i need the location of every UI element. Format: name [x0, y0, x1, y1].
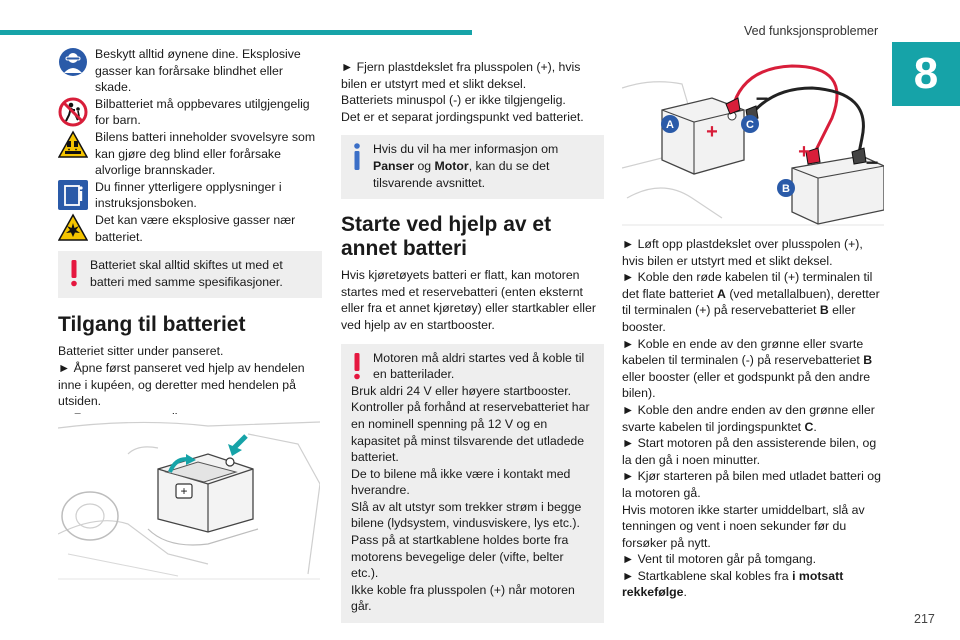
- heading-jump-start: Starte ved hjelp av et annet batteri: [341, 213, 552, 261]
- warning-text: Beskytt alltid øynene dine. Eksplosive gasser kan forårsake blindhet eller skade.: [95, 47, 301, 95]
- step-text: ► Koble den røde kabelen til (+) terminalen til det flate batteriet A (ved metallalbuen), deretter til terminalen (+) på reservebatteriet B eller booster.: [622, 270, 880, 334]
- left-column: [58, 46, 322, 426]
- heading-battery-access: Tilgang til batteriet: [58, 313, 246, 337]
- explosive-icon: [58, 213, 88, 243]
- diagram-minus-b: −: [865, 150, 879, 175]
- chapter-tab: 8: [892, 42, 960, 106]
- warning-manual: [58, 179, 322, 212]
- text-line: Batteriets minuspol (-) er ikke tilgjengelig.: [341, 93, 566, 108]
- diagram-plus-a: +: [706, 121, 718, 143]
- read-manual-icon: [58, 180, 88, 210]
- middle-column: [341, 59, 604, 623]
- warning-note-text: Ikke koble fra plusspolen (+) når motoren går.: [351, 582, 575, 614]
- warning-note-text: Bruk aldri 24 V eller høyere startbooster.: [351, 383, 572, 398]
- jump-start-cable-illustration: [622, 48, 884, 226]
- step-text: ► Vent til motoren går på tomgang.: [622, 552, 817, 567]
- section-title: Ved funksjonsproblemer: [744, 24, 879, 38]
- warning-text: Du finner ytterligere opplysninger i instruksjonsboken.: [95, 179, 282, 211]
- warning-text-continued: alvorlige brannskader.: [95, 163, 216, 178]
- warning-note-text: Kontroller på forhånd at reservebatteriet har en nominell spenning på 12 V og en kapasitet på minst tilsvarende det utladede batteriet.: [351, 400, 590, 465]
- step-text: ► Startkablene skal kobles fra i motsatt rekkefølge.: [622, 568, 844, 600]
- diagram-label-c: C: [746, 119, 754, 131]
- exclamation-icon: [351, 351, 363, 381]
- step-text: ► Koble den andre enden av den grønne eller svarte kabelen til jordingspunktet C.: [622, 402, 875, 434]
- intro-text: Hvis kjøretøyets batteri er flatt, kan motoren startes med et reservebatteri (enten eksternt eller fra et annet kjøretøy) eller startkabler eller ved hjelp av en startbooster.: [341, 268, 596, 332]
- step-text: ► Kjør starteren på bilen med utladet batteri og la motoren gå.: [622, 469, 881, 500]
- diagram-label-a: A: [666, 119, 674, 131]
- warning-note-text: Motoren må aldri startes ved å koble til en batterilader.: [373, 350, 585, 382]
- info-note: [341, 135, 604, 199]
- text-line: Det er et separat jordingspunkt ved batteriet.: [341, 109, 584, 124]
- warning-eye-protection: [58, 46, 322, 96]
- diagram-plus-b: +: [798, 141, 810, 163]
- warning-note-jump-start: [341, 344, 604, 624]
- keep-away-from-children-icon: [58, 97, 88, 127]
- info-note-text: Hvis du vil ha mer informasjon om Panser og Motor, kan du se det tilsvarende avsnittet.: [373, 142, 559, 190]
- warning-text: Det kan være eksplosive gasser nær batteriet.: [95, 212, 296, 244]
- warning-note-text: De to bilene må ikke være i kontakt med hverandre.: [351, 466, 571, 498]
- page-number: 217: [914, 612, 935, 626]
- step-text: Hvis motoren ikke starter umiddelbart, slå av tenningen og vent i noen sekunder før du forsøker på nytt.: [622, 502, 865, 550]
- step-text: ► Koble en ende av den grønne eller svarte kabelen til terminalen (-) på reservebatteriet B eller booster (eller et godspunkt på den andre bilen).: [622, 336, 873, 401]
- warning-text: Bilens batteri inneholder svovelsyre som kan gjøre deg blind eller forårsake: [95, 129, 316, 161]
- text-line: ► Åpne først panseret ved hjelp av hendelen inne i kupéen, og deretter med hendelen på utsiden.: [58, 360, 305, 409]
- header-accent-bar: [0, 30, 472, 35]
- battery-location-illustration: [58, 414, 320, 580]
- warning-note-text: Slå av alt utstyr som trekker strøm i begge bilene (lydsystem, vindusviskere, lys etc.).: [351, 499, 582, 531]
- warning-children: [58, 96, 322, 129]
- warning-acid: [58, 129, 322, 179]
- warning-note-text: Pass på at startkablene holdes borte fra motorens bevegelige deler (vifte, belter etc.).: [351, 533, 569, 581]
- eye-protection-icon: [58, 47, 88, 77]
- corrosive-acid-icon: [58, 130, 88, 160]
- step-text: ► Start motoren på den assisterende bilen, og la den gå i noen minutter.: [622, 436, 877, 467]
- step-text: ► Løft opp plastdekslet over plusspolen (+), hvis bilen er utstyrt med et slikt deksel.: [622, 237, 863, 268]
- text-line: Batteriet sitter under panseret.: [58, 344, 224, 359]
- text-line: ► Fjern plastdekslet fra plusspolen (+), hvis bilen er utstyrt med et slikt deksel.: [341, 60, 581, 91]
- warning-explosive: [58, 212, 322, 245]
- warning-text: Bilbatteriet må oppbevares utilgjengelig for barn.: [95, 96, 310, 128]
- info-icon: [351, 142, 363, 172]
- warning-note-text: Batteriet skal alltid skiftes ut med et batteri med samme spesifikasjoner.: [90, 258, 283, 289]
- diagram-minus-a: −: [755, 86, 769, 111]
- diagram-label-b: B: [782, 183, 790, 195]
- exclamation-icon: [68, 258, 80, 288]
- svg-text:+: +: [180, 484, 188, 498]
- warning-note-replace-battery: [58, 251, 322, 298]
- right-column: [622, 236, 886, 601]
